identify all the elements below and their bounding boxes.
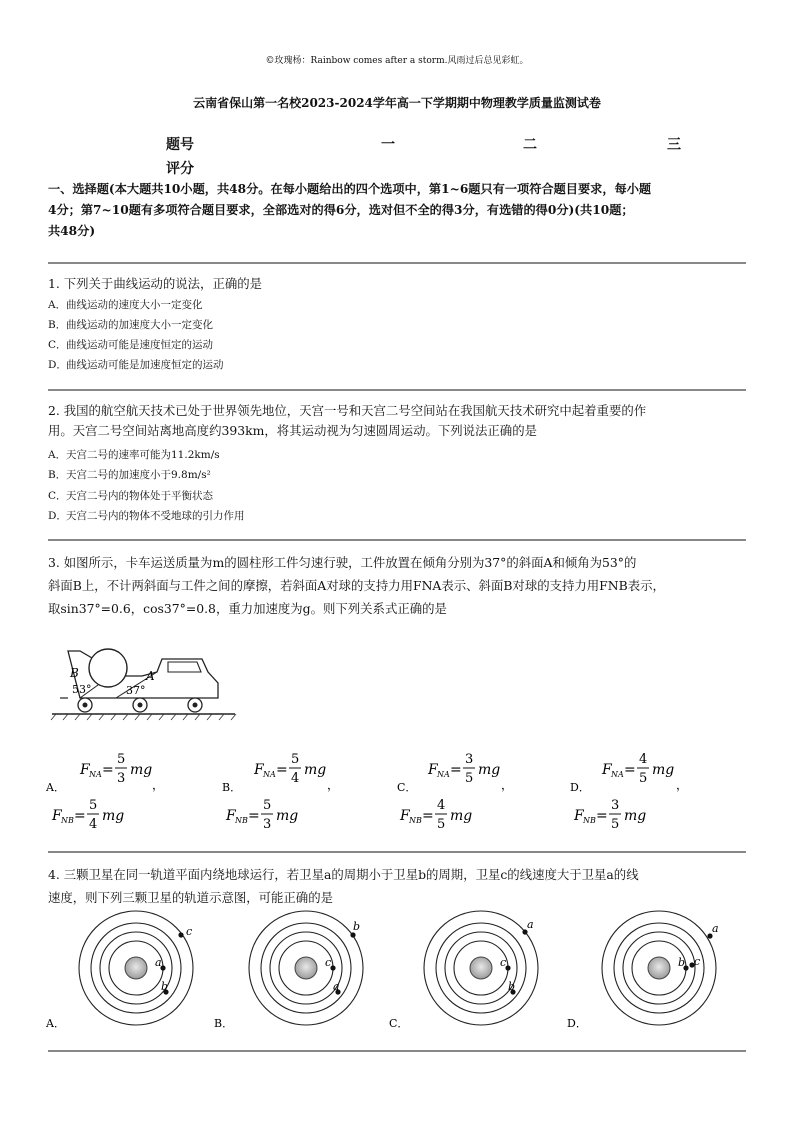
q3-option-c [397,752,513,832]
force-subscript: NB [235,816,248,825]
satellite-label: b [353,920,361,933]
option-mark: B． [48,469,67,481]
q1-option-a [48,297,203,312]
mg-term: mg [478,762,501,778]
score-col-3: 三 [667,137,681,153]
force-subscript: NB [409,816,422,825]
orbit-diagram-c [389,911,538,1030]
earth [470,957,492,979]
satellite-label: c [186,925,193,938]
q1-option-d [48,357,224,372]
force-subscript: NB [583,816,596,825]
fraction-denominator: 4 [291,771,300,786]
option-mark: C． [397,781,417,794]
satellite-dot [505,965,510,970]
mg-term: mg [304,762,327,778]
q3-option-b [222,752,339,832]
label-a: A [146,669,155,683]
mg-term: mg [276,808,299,824]
q2-stem-line1: 2. 我国的航空航天技术已处于世界领先地位，天宫一号和天宫二号空间站在我国航天技术研究中起着重要的作 [48,403,647,418]
divider [48,539,746,541]
satellite-label: b [161,980,169,993]
q1-stem: 1. 下列关于曲线运动的说法，正确的是 [48,276,263,291]
q2-stem-line2: 用。天宫二号空间站离地高度约393km，将其运动视为匀速圆周运动。下列说法正确的是 [48,423,537,438]
fraction-numerator: 3 [611,798,620,813]
option-text: 曲线运动可能是加速度恒定的运动 [66,359,224,371]
mg-term: mg [450,808,473,824]
orbit-diagram-b [214,911,363,1030]
svg-text:=: = [74,808,86,824]
option-text: 天宫二号内的物体处于平衡状态 [66,490,213,502]
svg-text:=: = [248,808,260,824]
option-mark: C． [389,1017,409,1030]
mg-term: mg [624,808,647,824]
force-symbol: F [428,762,438,778]
fraction-denominator: 5 [611,817,620,832]
satellite-dot [178,932,183,937]
svg-text:=: = [596,808,608,824]
force-symbol: F [254,762,264,778]
fraction-numerator: 5 [263,798,272,813]
angle-37: 37° [126,684,146,697]
satellite-dot [330,965,335,970]
satellite-label: c [325,956,332,969]
divider [48,851,746,853]
force-subscript: NA [263,770,276,779]
option-mark: D． [48,359,67,371]
fraction-numerator: 5 [291,752,300,767]
divider [48,262,746,264]
q2-option-b [48,467,211,482]
option-mark: D． [570,781,590,794]
fraction-denominator: 3 [263,817,272,832]
q3-stem-line2: 斜面B上，不计两斜面与工件之间的摩擦，若斜面A对球的支持力用FNA表示、斜面B对球的支持力用FNB表示， [48,578,665,593]
force-subscript: NA [437,770,450,779]
angle-53: 53° [72,683,92,696]
fraction-numerator: 4 [639,752,648,767]
q3-formula-options [44,745,754,840]
option-mark: A． [48,299,67,311]
satellite-label: c [500,956,507,969]
score-col-2: 二 [523,137,537,153]
section1-line3: 共48分) [48,224,96,238]
score-table-col-label: 题号 [166,137,194,153]
fraction-denominator: 5 [465,771,474,786]
svg-text:=: = [276,762,288,778]
svg-text:=: = [450,762,462,778]
divider [48,389,746,391]
divider [48,1050,746,1052]
satellite-label: a [712,922,719,935]
svg-text:=: = [624,762,636,778]
label-b: B [70,666,79,680]
option-mark: D． [48,510,67,522]
comma: ， [501,778,514,792]
earth [295,957,317,979]
satellite-label: c [694,955,701,968]
option-text: 曲线运动的加速度大小一定变化 [66,319,213,331]
truck-window [168,662,201,672]
fraction-numerator: 5 [89,798,98,813]
option-mark: C． [48,490,67,502]
force-symbol: F [226,808,236,824]
cylinder-workpiece [89,649,127,687]
truck-cylinder-figure [50,642,240,722]
q2-option-a [48,447,220,462]
q4-orbit-diagrams [44,910,744,1035]
force-symbol: F [602,762,612,778]
force-subscript: NA [89,770,102,779]
orbit-diagram-d [567,911,719,1030]
option-text: 曲线运动可能是速度恒定的运动 [66,339,213,351]
score-table-row-label: 评分 [166,161,194,177]
satellite-label: a [155,956,162,969]
option-text: 天宫二号的加速度小于9.8m/s² [66,469,211,481]
earth [125,957,147,979]
q2-stem [48,401,748,441]
q3-stem [48,551,748,620]
comma: ， [676,778,689,792]
mg-term: mg [652,762,675,778]
fraction-numerator: 4 [437,798,446,813]
option-text: 天宫二号的速率可能为11.2km/s [66,449,220,461]
exam-title: 云南省保山第一名校2023-2024学年高一下学期期中物理教学质量监测试卷 [193,96,601,110]
satellite-dot [350,932,355,937]
mg-term: mg [130,762,153,778]
q1-option-c [48,337,213,352]
q3-option-a [45,752,164,832]
option-mark: D． [567,1017,587,1030]
option-mark: A． [46,781,65,794]
q1-option-b [48,317,213,332]
ground-hatching [51,714,236,720]
earth [648,957,670,979]
fraction-denominator: 5 [639,771,648,786]
section1-instructions [48,179,748,242]
satellite-label: b [678,956,686,969]
fraction-numerator: 5 [117,752,126,767]
option-mark: B． [214,1017,234,1030]
q2-option-c [48,488,213,503]
comma: ， [152,778,165,792]
svg-text:=: = [422,808,434,824]
satellite-label: a [527,918,534,931]
section1-line2: 4分；第7~10题有多项符合题目要求，全部选对的得6分，选对但不全的得3分，有选错的得0分)(共10题； [48,203,634,217]
q3-stem-line1: 3. 如图所示，卡车运送质量为m的圆柱形工件匀速行驶，工件放置在倾角分别为37°的斜面A和倾角为53°的 [48,555,637,570]
force-symbol: F [52,808,62,824]
satellite-label: b [508,980,516,993]
section1-line1: 一、选择题(本大题共10小题，共48分。在每小题给出的四个选项中，第1~6题只有一项符合题目要求，每小题 [48,182,652,196]
comma: ， [327,778,340,792]
option-mark: A． [46,1017,65,1030]
force-symbol: F [574,808,584,824]
q3-stem-line3: 取sin37°=0.6，cos37°=0.8，重力加速度为g。则下列关系式正确的是 [48,601,447,616]
option-mark: B． [48,319,67,331]
option-mark: B． [222,781,242,794]
orbit-diagram-a [45,911,193,1030]
q4-stem-line2: 速度，则下列三颗卫星的轨道示意图，可能正确的是 [48,890,333,905]
fraction-denominator: 5 [437,817,446,832]
q2-option-d [48,508,245,523]
fraction-numerator: 3 [465,752,474,767]
score-col-1: 一 [381,137,395,153]
force-subscript: NB [61,816,74,825]
satellite-label: a [333,980,340,993]
force-subscript: NA [611,770,624,779]
option-mark: A． [48,449,67,461]
option-mark: C． [48,339,67,351]
force-symbol: F [400,808,410,824]
force-symbol: F [80,762,90,778]
option-text: 曲线运动的速度大小一定变化 [66,299,203,311]
q4-stem [48,863,748,909]
fraction-denominator: 4 [89,817,98,832]
svg-text:=: = [102,762,114,778]
q3-option-d [570,752,688,832]
mg-term: mg [102,808,125,824]
q4-stem-line1: 4. 三颗卫星在同一轨道平面内绕地球运行，若卫星a的周期小于卫星b的周期，卫星c的线速度大于卫星a的线 [48,867,639,882]
fraction-denominator: 3 [117,771,126,786]
header-motto: ©玫瑰杨：Rainbow comes after a storm.风雨过后总见彩虹。 [265,56,529,66]
option-text: 天宫二号内的物体不受地球的引力作用 [66,510,245,522]
